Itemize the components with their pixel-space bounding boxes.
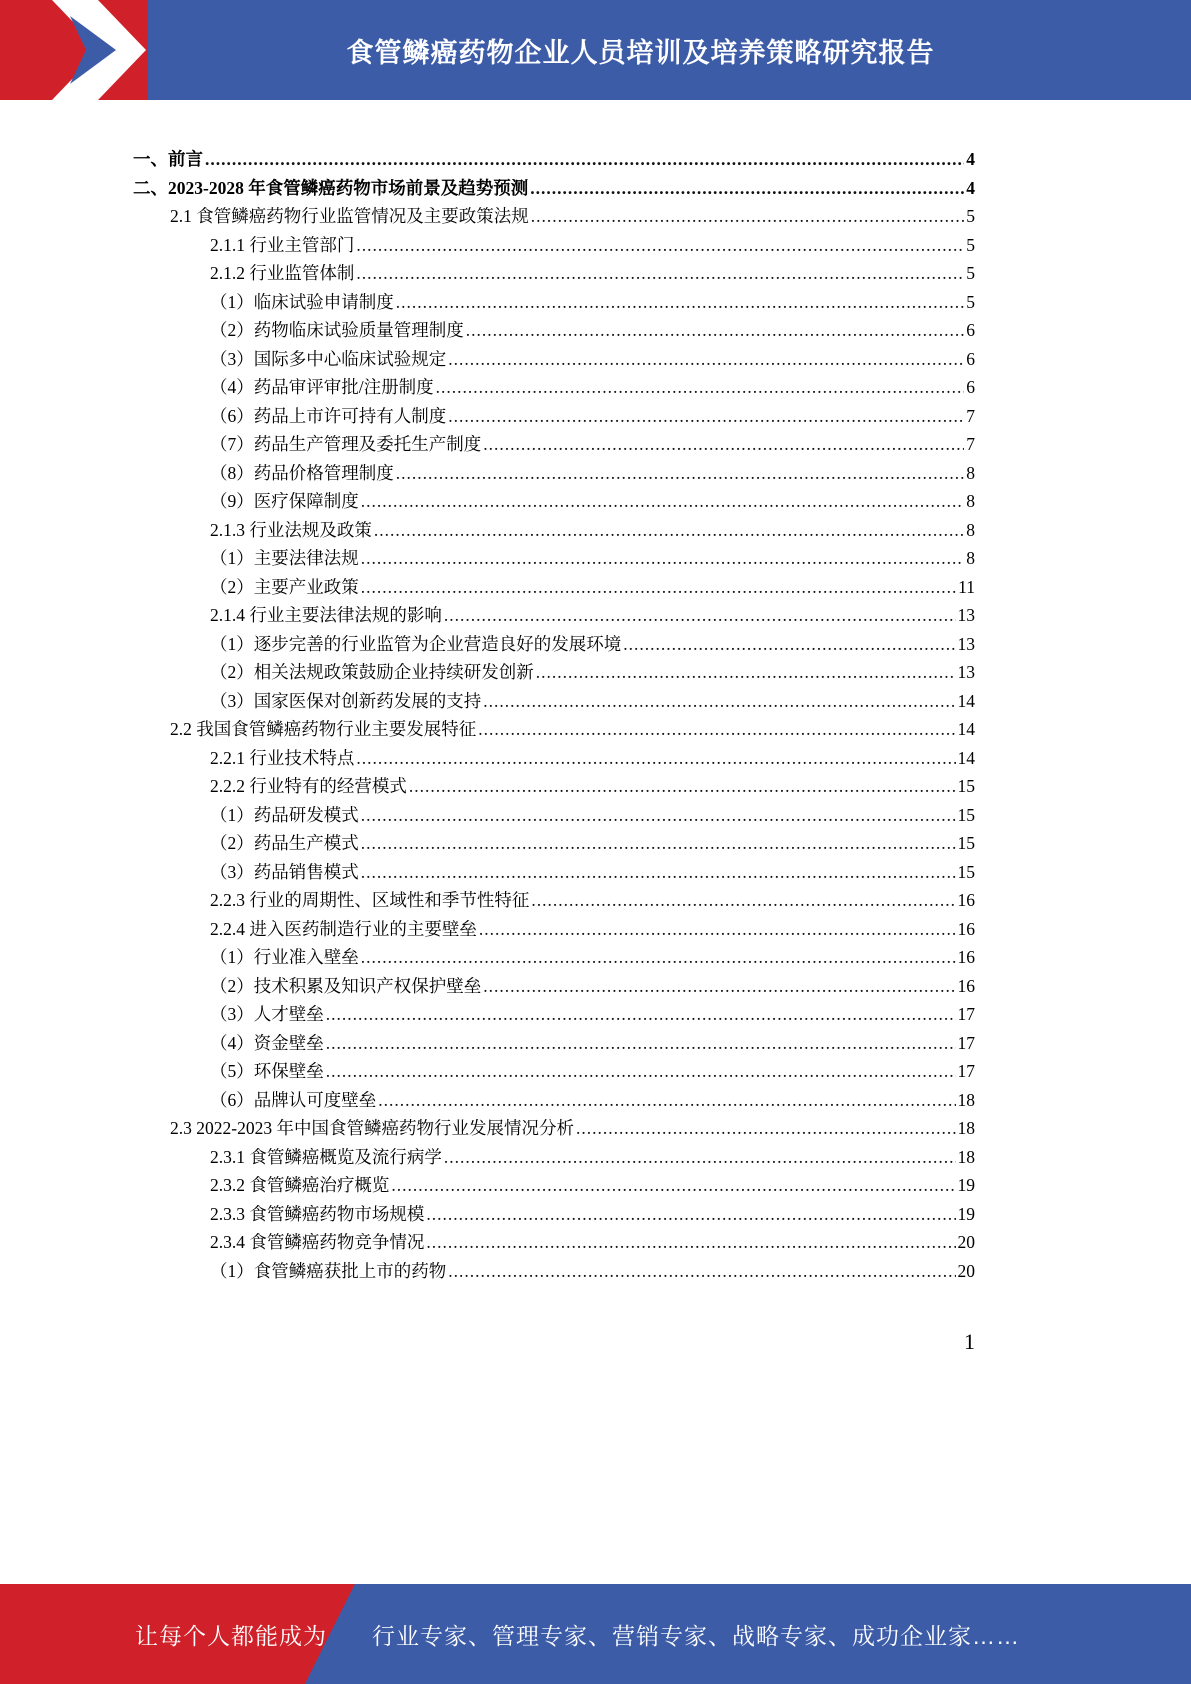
toc-leader-dots [361,801,956,830]
toc-entry [133,459,975,488]
toc-entry [133,202,975,231]
toc-entry-page: 16 [957,890,975,910]
toc-entry-text: （3）国际多中心临床试验规定 [210,348,447,369]
toc-entry-text: （3）人才壁垒 [210,1004,324,1024]
toc-entry [133,829,975,858]
toc-entry-page: 17 [957,1032,975,1053]
toc-entry [133,373,975,402]
toc-entry [133,772,975,801]
toc-entry-page: 19 [957,1203,975,1224]
toc-entry-page: 19 [957,1175,975,1195]
toc-entry-page: 7 [966,434,975,454]
toc-leader-dots [426,1228,955,1257]
toc-leader-dots [361,858,956,887]
toc-entry-text: （1）药品研发模式 [210,804,359,825]
toc-entry-text: 2.2 我国食管鳞癌药物行业主要发展特征 [170,719,477,739]
toc-leader-dots [409,772,956,801]
toc-entry [133,316,975,345]
toc-entry-text: （1）主要法律法规 [210,548,359,568]
report-title: 食管鳞癌药物企业人员培训及培养策略研究报告 [346,37,935,68]
toc-entry-text: 2.2.4 进入医药制造行业的主要壁垒 [210,918,477,939]
toc-entry-page: 18 [957,1118,975,1138]
page-footer [0,1584,1191,1684]
toc-leader-dots [361,829,956,858]
toc-entry [133,544,975,573]
toc-entry [133,1000,975,1029]
chevron-decoration [0,0,150,100]
toc-entry [133,430,975,459]
toc-entry-page: 14 [957,747,975,768]
toc-entry [133,402,975,431]
toc-entry-text: 一、前言 [133,149,203,169]
toc-entry-text: 2.1.4 行业主要法律法规的影响 [210,605,442,625]
toc-entry-text: 2.1 食管鳞癌药物行业监管情况及主要政策法规 [170,206,529,226]
toc-leader-dots [426,1200,955,1229]
page-number: 1 [964,1329,975,1354]
toc-entry-page: 8 [966,548,975,568]
toc-entry-page: 8 [966,491,975,511]
toc-leader-dots [361,943,956,972]
toc-leader-dots [326,1057,956,1086]
toc-leader-dots [396,459,965,488]
toc-leader-dots [361,487,965,516]
toc-entry [133,1143,975,1172]
toc-entry [133,573,975,602]
toc-leader-dots [531,202,965,231]
toc-entry-page: 5 [966,206,975,226]
toc-entry-text: （2）药物临床试验质量管理制度 [210,320,464,340]
toc-entry-page: 5 [966,291,975,312]
toc-entry-page: 11 [958,576,975,597]
toc-entry [133,1200,975,1229]
toc-entry-text: 2.3.3 食管鳞癌药物市场规模 [210,1203,425,1224]
toc-entry [133,915,975,944]
toc-entry-page: 20 [957,1260,975,1281]
toc-entry-text: 2.3.1 食管鳞癌概览及流行病学 [210,1146,442,1167]
toc-entry-text: 2.3.2 食管鳞癌治疗概览 [210,1175,390,1195]
toc-entry-page: 20 [957,1232,975,1252]
toc-leader-dots [378,1086,955,1115]
toc-leader-dots [536,658,956,687]
toc-entry-text: （2）相关法规政策鼓励企业持续研发创新 [210,662,534,682]
toc-entry-page: 6 [966,320,975,340]
page-header [0,0,1191,100]
toc-leader-dots [356,259,964,288]
toc-entry-text: （4）药品审评审批/注册制度 [210,377,434,397]
toc-entry [133,972,975,1001]
toc-entry-text: 2.2.3 行业的周期性、区域性和季节性特征 [210,890,530,910]
toc-entry-page: 15 [957,776,975,796]
toc-entry-page: 4 [966,177,975,198]
toc-entry-page: 4 [966,149,975,169]
toc-leader-dots [448,345,964,374]
toc-entry-page: 17 [957,1004,975,1024]
toc-leader-dots [448,1257,955,1286]
toc-leader-dots [326,1000,956,1029]
toc-leader-dots [444,601,956,630]
toc-entry-text: （9）医疗保障制度 [210,491,359,511]
toc-entry [133,259,975,288]
toc-entry-page: 18 [957,1089,975,1110]
toc-entry [133,687,975,716]
toc-entry [133,516,975,545]
toc-entry [133,858,975,887]
toc-leader-dots [483,972,955,1001]
toc-entry-page: 8 [966,462,975,483]
toc-leader-dots [205,145,964,174]
toc-entry [133,1029,975,1058]
toc-entry [133,943,975,972]
toc-entry [133,145,975,174]
toc-leader-dots [576,1114,956,1143]
toc-entry-page: 8 [966,519,975,540]
toc-entry [133,744,975,773]
chevron-icon [0,0,150,100]
toc-leader-dots [479,915,956,944]
toc-entry-page: 13 [957,605,975,625]
toc-leader-dots [530,174,964,203]
toc-leader-dots [466,316,965,345]
toc-leader-dots [436,373,965,402]
toc-entry-text: （1）逐步完善的行业监管为企业营造良好的发展环境 [210,633,622,654]
toc-entry-text: （2）技术积累及知识产权保护壁垒 [210,975,482,996]
toc-entry-page: 7 [966,405,975,426]
toc-entry-page: 14 [957,690,975,711]
toc-entry-text: 2.3.4 食管鳞癌药物竞争情况 [210,1232,425,1252]
toc-entry-page: 5 [966,234,975,255]
toc-entry-page: 14 [957,719,975,739]
toc-entry-text: （1）食管鳞癌获批上市的药物 [210,1260,447,1281]
toc-entry [133,1171,975,1200]
toc-entry [133,1228,975,1257]
toc-entry-text: （7）药品生产管理及委托生产制度 [210,434,482,454]
toc-entry-page: 18 [957,1146,975,1167]
toc-entry [133,1114,975,1143]
toc-entry [133,601,975,630]
footer-slogan-left: 让每个人都能成为 [135,1622,327,1649]
toc-entry [133,174,975,203]
toc-entry [133,1086,975,1115]
toc-entry-page: 16 [957,947,975,967]
toc-entry-text: 2.2.2 行业特有的经营模式 [210,776,407,796]
toc-leader-dots [483,687,955,716]
toc-entry-page: 15 [957,861,975,882]
toc-leader-dots [444,1143,956,1172]
toc-leader-dots [623,630,955,659]
toc-entry [133,715,975,744]
toc-entry-text: （6）药品上市许可持有人制度 [210,405,447,426]
toc-entry-page: 13 [957,662,975,682]
toc-entry-text: （3）药品销售模式 [210,861,359,882]
toc-leader-dots [361,573,956,602]
toc-entry-text: 2.1.2 行业监管体制 [210,263,355,283]
toc-entry-text: 2.1.3 行业法规及政策 [210,519,372,540]
toc-entry [133,487,975,516]
toc-leader-dots [483,430,964,459]
toc-entry-text: （1）临床试验申请制度 [210,291,394,312]
toc-entry-page: 16 [957,918,975,939]
toc-entry-page: 15 [957,804,975,825]
toc-entry-page: 17 [957,1061,975,1081]
toc-entry-text: 二、2023-2028 年食管鳞癌药物市场前景及趋势预测 [133,177,529,198]
toc-entry-text: 2.1.1 行业主管部门 [210,234,355,255]
toc-entry [133,1257,975,1286]
toc-leader-dots [478,715,955,744]
toc-entry [133,231,975,260]
toc-entry [133,658,975,687]
toc-entry-text: （1）行业准入壁垒 [210,947,359,967]
toc-entry [133,630,975,659]
toc-entry-page: 6 [966,377,975,397]
toc-entry-text: （2）主要产业政策 [210,576,359,597]
toc-entry-text: （8）药品价格管理制度 [210,462,394,483]
toc-entry-text: 2.2.1 行业技术特点 [210,747,355,768]
toc-entry-text: （2）药品生产模式 [210,833,359,853]
toc-entry-text: （6）品牌认可度壁垒 [210,1089,377,1110]
toc-entry [133,886,975,915]
toc-leader-dots [396,288,965,317]
toc-entry-text: 2.3 2022-2023 年中国食管鳞癌药物行业发展情况分析 [170,1118,574,1138]
toc-entry-page: 15 [957,833,975,853]
toc-entry [133,288,975,317]
main-content [133,54,975,1355]
toc-entry-text: （4）资金壁垒 [210,1032,324,1053]
toc-entry-page: 16 [957,975,975,996]
toc-list [133,145,975,1285]
toc-leader-dots [356,744,955,773]
toc-entry-text: （5）环保壁垒 [210,1061,324,1081]
toc-entry [133,345,975,374]
toc-entry-page: 5 [966,263,975,283]
toc-leader-dots [356,231,964,260]
toc-leader-dots [448,402,964,431]
toc-entry-page: 6 [966,348,975,369]
toc-leader-dots [326,1029,956,1058]
toc-leader-dots [391,1171,955,1200]
toc-entry [133,1057,975,1086]
footer-slogan-right: 行业专家、管理专家、营销专家、战略专家、成功企业家…… [372,1622,1020,1649]
toc-entry [133,801,975,830]
toc-entry-page: 13 [957,633,975,654]
toc-leader-dots [374,516,964,545]
toc-leader-dots [361,544,965,573]
toc-entry-text: （3）国家医保对创新药发展的支持 [210,690,482,711]
toc-leader-dots [531,886,955,915]
